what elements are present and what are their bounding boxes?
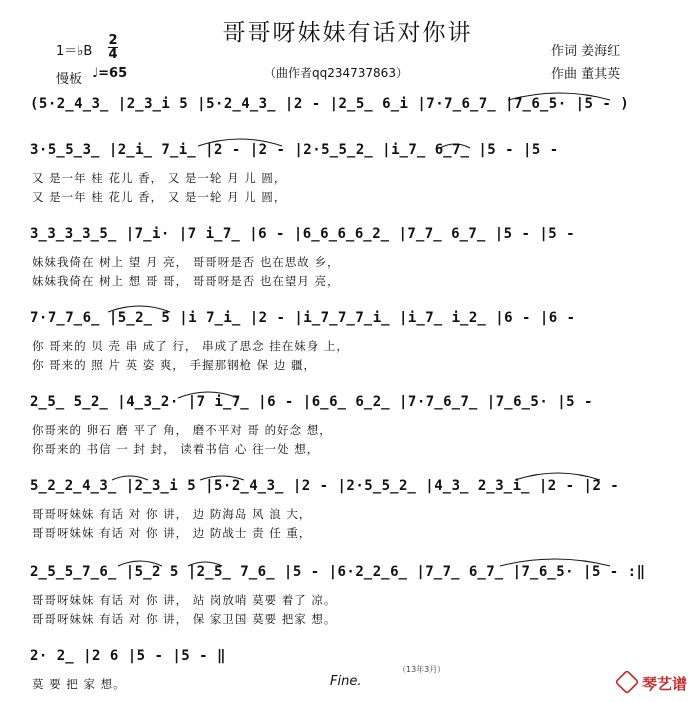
tie-arc (108, 306, 170, 312)
notation-row: 7·7̲7̲6̲ |5̲2̲ 5 |i 7̲i̲ |2 - |i̲7̲7̲7̲i̲ |i̲7̲ i̲2̲ |6 - |6 - (30, 310, 576, 326)
lyric-verse-2: 又 是一年 桂 花儿 香， 又 是一轮 月 儿 圆， (32, 190, 287, 204)
composer-credit: 作曲 董其英 (551, 67, 621, 82)
lyric-verse-1: 哥哥呀妹妹 有话 对 你 讲， 站 岗放哨 莫要 着了 凉。 (32, 593, 337, 607)
key-signature: 1＝♭B (56, 44, 93, 59)
notation-row: (5·2̲4̲3̲ |2̲3̲i 5 |5·2̲4̲3̲ |2 - |2̲5̲ 6̲i |7·7̲6̲7̲ |7̲6̲5· |5 - ) (30, 96, 630, 112)
tie-arc (500, 559, 610, 566)
date-note: （13年3月） (398, 665, 446, 674)
tempo-value: ♩=65 (92, 66, 128, 81)
lyric-verse-2: 你 哥来的 照 片 英 姿 爽， 手握那钢枪 保 边 疆， (32, 358, 317, 372)
lyric-verse-1: 哥哥呀妹妹 有话 对 你 讲， 边 防海岛 风 浪 大， (32, 507, 312, 521)
meter-denominator: 4 (108, 47, 118, 62)
notation-row: 3̲3̲3̲3̲5̲ |7̲i· |7 i̲7̲ |6 - |6̲6̲6̲6̲2̲ |7̲7̲ 6̲7̲ |5 - |5 - (30, 226, 576, 242)
watermark-text: 琴艺谱 (641, 675, 687, 693)
lyricist-credit: 作词 姜海红 (551, 44, 621, 59)
lyric-verse-2: 哥哥呀妹妹 有话 对 你 讲， 边 防战士 责 任 重， (32, 526, 312, 540)
composer-contact: （曲作者qq234737863） (264, 66, 408, 80)
notation-row: 2̲5̲5̲7̲6̲ |5̲2 5 |2̲5̲ 7̲6̲ |5 - |6·2̲2̲6̲ |7̲7̲ 6̲7̲ |7̲6̲5· |5 - :‖ (30, 564, 646, 580)
tie-arc (118, 561, 162, 566)
tie-arc (200, 476, 244, 480)
tie-arc (188, 562, 222, 566)
notation-row: 5̲2̲2̲4̲3̲ |2̲3̲i 5 |5·2̲4̲3̲ |2 - |2·5̲5̲2̲ |4̲3̲ 2̲3̲i̲ |2 - |2 - (30, 478, 620, 494)
song-title: 哥哥呀妹妹有话对你讲 (222, 20, 473, 46)
tie-arc (515, 473, 600, 480)
notation-row: 2· 2̲ |2 6 |5 - |5 - ‖ (30, 648, 226, 664)
meter-numerator: 2 (108, 33, 118, 48)
tempo-marking: 慢板 (56, 72, 83, 87)
fine-marking: Fine. (330, 674, 362, 689)
lyric-verse-1: 你 哥来的 贝 壳 串 成了 行， 串成了思念 挂在妹身 上， (32, 339, 349, 353)
lyric-verse-2: 妹妹我倚在 树上 想 哥 哥， 哥哥呀是否 也在望月 亮， (32, 274, 340, 288)
logo-icon (615, 670, 640, 695)
lyric-verse-2: 哥哥呀妹妹 有话 对 你 讲， 保 家卫国 莫要 把家 想。 (32, 612, 337, 626)
tie-arc (198, 139, 282, 146)
lyric-verse-1: 你哥来的 卵石 磨 平了 角， 磨不平对 哥 的好念 想， (32, 423, 332, 437)
notation-row: 3·5̲5̲3̲ |2̲i̲ 7̲i̲ |2 - |2 - |2·5̲5̲2̲ |i̲7̲ 6̲7̲ |5 - |5 - (30, 142, 559, 158)
tie-arc (440, 144, 470, 148)
tie-arc (112, 476, 148, 480)
site-watermark (616, 671, 687, 694)
lyric-verse-1: 莫 要 把 家 想。 (32, 677, 126, 691)
tie-arc (178, 392, 238, 398)
lyric-verse-1: 妹妹我倚在 树上 望 月 亮， 哥哥呀是否 也在思故 乡， (32, 255, 340, 269)
notation-row: 2̲5̲ 5̲2̲ |4̲3̲2· |7 i̲7̲ |6 - |6̲6̲ 6̲2̲ |7·7̲6̲7̲ |7̲6̲5· |5 - (30, 394, 593, 410)
lyric-verse-2: 你哥来的 书信 一 封 封， 读着书信 心 往一处 想， (32, 442, 320, 456)
tie-arc (508, 93, 610, 100)
lyric-verse-1: 又 是一年 桂 花儿 香， 又 是一轮 月 儿 圆， (32, 171, 287, 185)
